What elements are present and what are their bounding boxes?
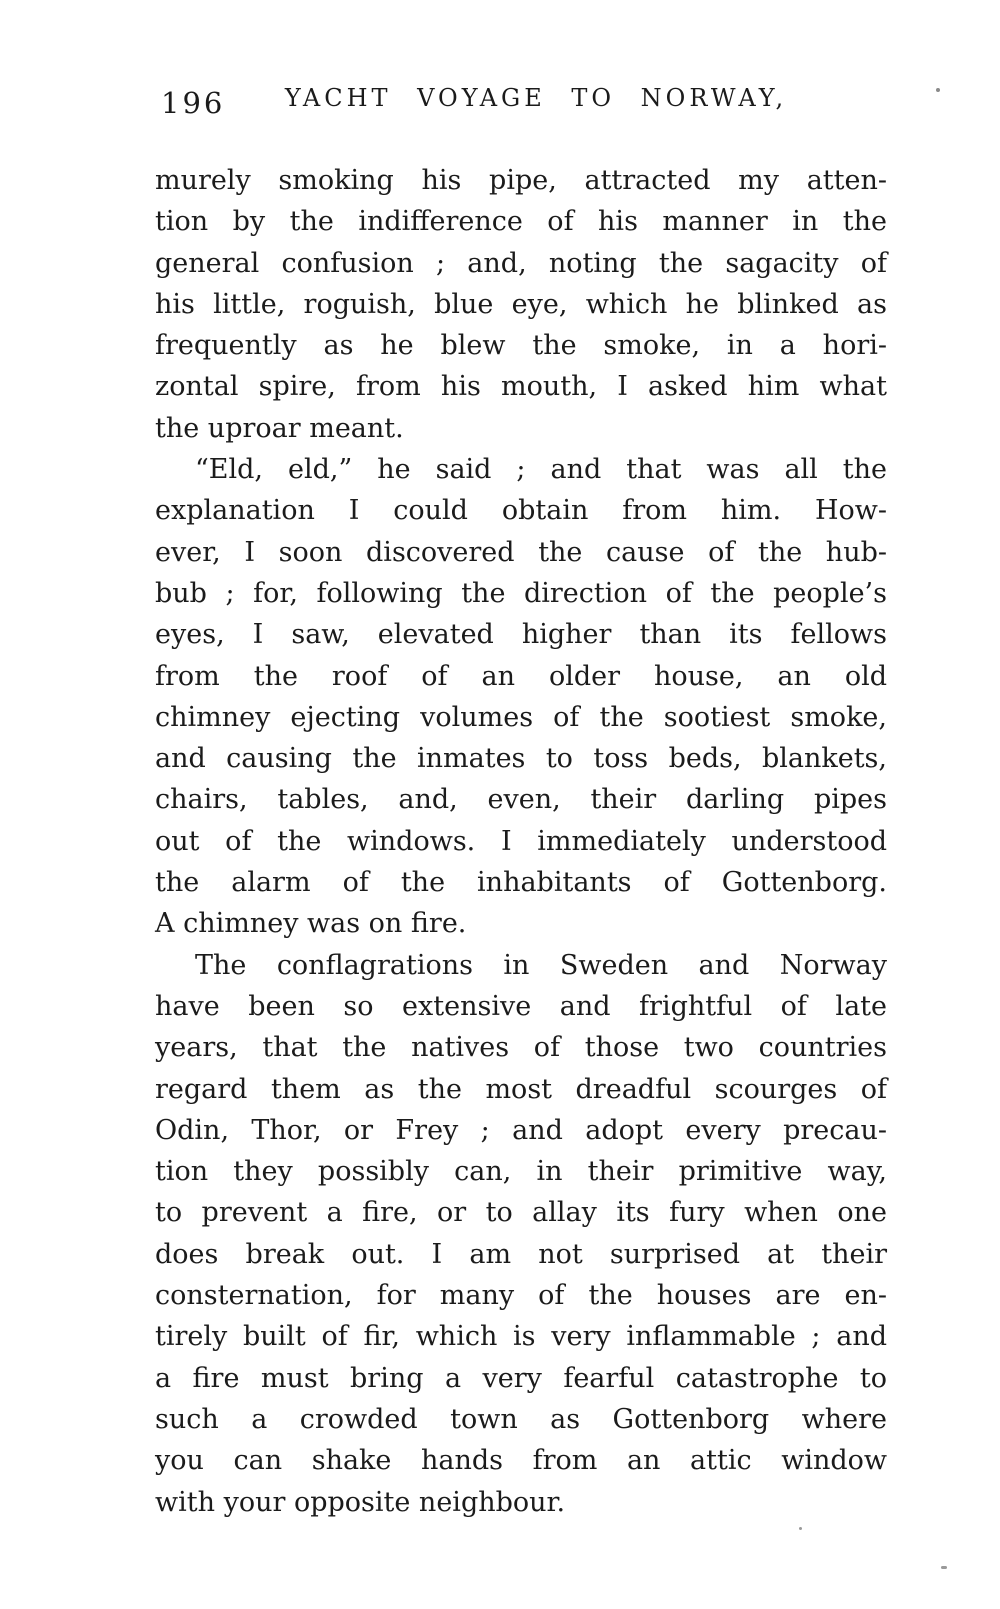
text-line: his little, roguish, blue eye, which he blinked as xyxy=(155,288,887,320)
text-line: have been so extensive and frightful of late xyxy=(155,990,887,1022)
text-line: Odin, Thor, or Frey ; and adopt every precau- xyxy=(155,1114,887,1146)
text-line: and causing the inmates to toss beds, blankets, xyxy=(155,743,887,775)
page-body xyxy=(155,160,887,1523)
page-header xyxy=(155,84,887,120)
paragraph xyxy=(155,945,887,1523)
text-line: bub ; for, following the direction of the people’s xyxy=(155,577,887,609)
text-line: ever, I soon discovered the cause of the hub- xyxy=(155,536,887,568)
text-line: frequently as he blew the smoke, in a hori- xyxy=(155,330,887,362)
text-line: A chimney was on fire. xyxy=(155,908,467,940)
text-line: eyes, I saw, elevated higher than its fellows xyxy=(155,619,887,651)
text-line: such a crowded town as Gottenborg where xyxy=(155,1403,887,1435)
text-line: chimney ejecting volumes of the sootiest smoke, xyxy=(155,701,887,733)
text-line: zontal spire, from his mouth, I asked him what xyxy=(155,371,887,403)
scan-artifact xyxy=(799,1527,802,1530)
text-line: general confusion ; and, noting the sagacity of xyxy=(155,247,887,279)
running-title: YACHT VOYAGE TO NORWAY, xyxy=(284,84,788,112)
text-line: The conflagrations in Sweden and Norway xyxy=(195,949,887,981)
text-line: you can shake hands from an attic window xyxy=(155,1445,887,1477)
text-line: regard them as the most dreadful scourges of xyxy=(155,1073,887,1105)
text-line: the uproar meant. xyxy=(155,412,404,444)
text-line: tirely built of fir, which is very inflammable ; and xyxy=(155,1321,887,1353)
text-line: tion by the indifference of his manner in the xyxy=(155,206,887,238)
page-number: 196 xyxy=(161,86,226,120)
text-line: from the roof of an older house, an old xyxy=(155,660,887,692)
text-line: “Eld, eld,” he said ; and that was all the xyxy=(195,454,887,486)
text-line: chairs, tables, and, even, their darling pipes xyxy=(155,784,887,816)
paragraph xyxy=(155,160,887,449)
scan-artifact xyxy=(941,1566,947,1569)
text-line: tion they possibly can, in their primitive way, xyxy=(155,1156,887,1188)
scan-artifact xyxy=(936,88,940,92)
text-line: explanation I could obtain from him. How- xyxy=(155,495,887,527)
text-line: out of the windows. I immediately understood xyxy=(155,825,887,857)
text-line: consternation, for many of the houses are en- xyxy=(155,1280,887,1312)
text-line: with your opposite neighbour. xyxy=(155,1486,566,1518)
text-line: years, that the natives of those two countries xyxy=(155,1032,887,1064)
paragraph xyxy=(155,449,887,945)
text-line: murely smoking his pipe, attracted my atten- xyxy=(155,165,887,196)
text-line: does break out. I am not surprised at their xyxy=(155,1238,887,1270)
text-line: the alarm of the inhabitants of Gottenborg. xyxy=(155,867,887,899)
text-line: to prevent a fire, or to allay its fury when one xyxy=(155,1197,887,1229)
text-line: a fire must bring a very fearful catastrophe to xyxy=(155,1362,887,1394)
